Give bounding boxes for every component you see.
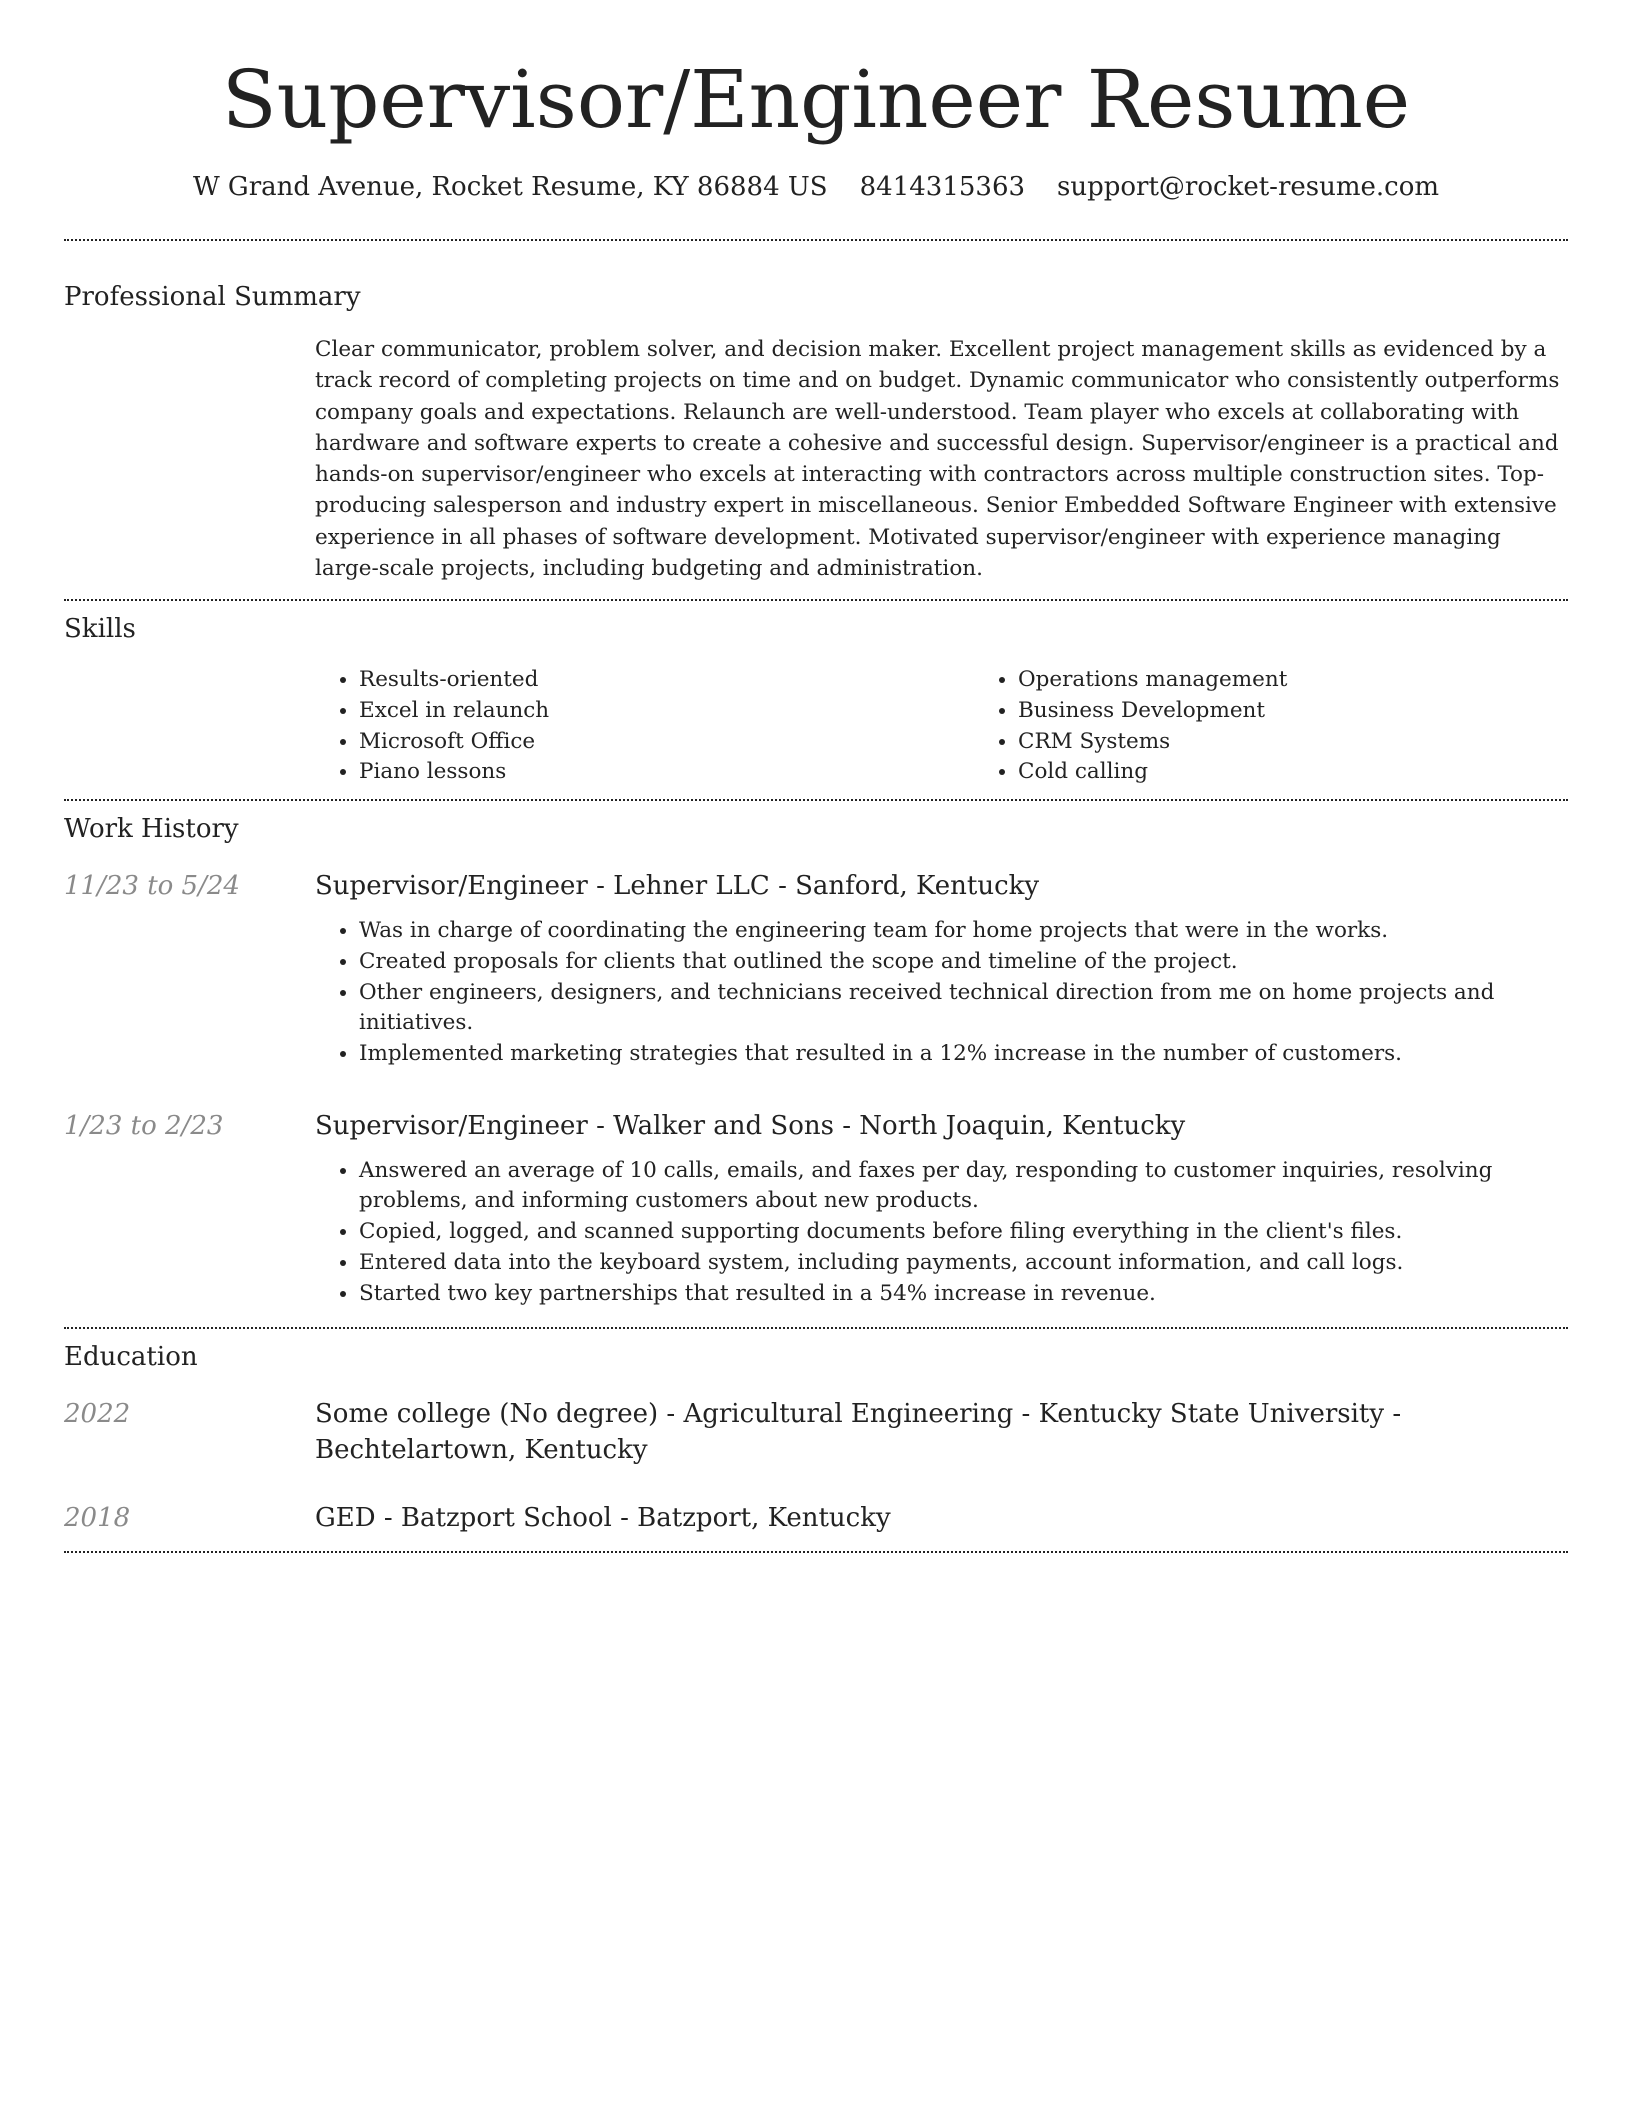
job-company: - Lehner LLC - Sanford, Kentucky — [587, 871, 1040, 902]
job-entry — [64, 868, 1568, 1070]
summary-text: Clear communicator, problem solver, and decision maker. Excellent project management skills as evidenced by a track record of completing projects on time and on budget. Dynamic communicator who consistently outperforms company goals and expectations. Relaunch are well-understood. Team player who excels at collaborating with hardware and software experts to create a cohesive and successful design. Supervisor/engineer is a practical and hands-on supervisor/engineer who excels at interacting with contractors across multiple construction sites. Top-producing salesperson and industry expert in miscellaneous. Senior Embedded Software Engineer with extensive experience in all phases of software development. Motivated supervisor/engineer with experience managing large-scale projects, including budgeting and administration. — [315, 337, 1560, 582]
job-role: Supervisor/Engineer — [315, 1110, 588, 1141]
skills-section — [64, 601, 1568, 788]
work-section — [64, 801, 1568, 1309]
education-school: - Kentucky State University - Bechtelartown, Kentucky — [315, 1399, 1402, 1466]
summary-heading: Professional Summary — [64, 282, 361, 312]
skills-list-right — [974, 665, 1632, 788]
job-bullet: • Started two key partnerships that resulted in a 54% increase in revenue. — [359, 1279, 1568, 1310]
education-school: - Batzport School - Batzport, Kentucky — [375, 1503, 891, 1534]
job-company: - Walker and Sons - North Joaquin, Kentucky — [587, 1110, 1186, 1141]
skill-item: • Cold calling — [1018, 757, 1632, 788]
education-detail — [315, 1396, 1568, 1468]
job-bullet: • Answered an average of 10 calls, emails, and faxes per day, responding to customer inquiries, resolving problems, and informing customers about new products. — [359, 1156, 1568, 1217]
skills-heading: Skills — [64, 614, 136, 645]
education-degree: Some college (No degree) - Agricultural Engineering — [315, 1399, 1014, 1430]
job-bullet: • Implemented marketing strategies that resulted in a 12% increase in the number of customers. — [359, 1039, 1568, 1070]
job-entry — [64, 1108, 1568, 1310]
education-entry — [64, 1396, 1568, 1468]
resume-title: Supervisor/Engineer Resume — [221, 53, 1411, 146]
skill-item: • Excel in relaunch — [359, 696, 974, 727]
contact-phone: 8414315363 — [859, 172, 1026, 202]
skills-list-left — [315, 665, 974, 788]
job-title — [315, 1108, 1568, 1144]
contact-email: support@rocket-resume.com — [1057, 172, 1440, 202]
skill-item: • Business Development — [1018, 696, 1632, 727]
job-bullets — [315, 916, 1568, 1070]
skill-item: • Piano lessons — [359, 757, 974, 788]
job-bullet: • Other engineers, designers, and technicians received technical direction from me on home projects and initiatives. — [359, 978, 1568, 1039]
job-bullet: • Copied, logged, and scanned supporting documents before filing everything in the client's files. — [359, 1217, 1568, 1248]
contact-address: W Grand Avenue, Rocket Resume, KY 86884 US — [192, 172, 828, 202]
skill-item: • Microsoft Office — [359, 727, 974, 758]
skill-item: • CRM Systems — [1018, 727, 1632, 758]
education-degree: GED — [315, 1503, 376, 1534]
education-section — [64, 1329, 1568, 1536]
education-year: 2022 — [64, 1399, 131, 1430]
education-heading: Education — [64, 1342, 198, 1373]
skill-item: • Operations management — [1018, 665, 1632, 696]
education-year: 2018 — [64, 1503, 131, 1534]
section-divider — [64, 1551, 1568, 1553]
job-title — [315, 868, 1568, 904]
resume-header — [64, 0, 1568, 204]
work-heading: Work History — [64, 814, 239, 845]
education-detail — [315, 1500, 1568, 1536]
summary-section — [64, 241, 1568, 584]
job-bullets — [315, 1156, 1568, 1310]
job-dates: 11/23 to 5/24 — [64, 871, 240, 902]
job-dates: 1/23 to 2/23 — [64, 1110, 224, 1141]
job-bullet: • Entered data into the keyboard system, including payments, account information, and call logs. — [359, 1248, 1568, 1279]
contact-info — [64, 170, 1568, 204]
job-bullet: • Was in charge of coordinating the engineering team for home projects that were in the works. — [359, 916, 1568, 947]
skill-item: • Results-oriented — [359, 665, 974, 696]
job-bullet: • Created proposals for clients that outlined the scope and timeline of the project. — [359, 947, 1568, 978]
education-entry — [64, 1500, 1568, 1536]
job-role: Supervisor/Engineer — [315, 871, 588, 902]
